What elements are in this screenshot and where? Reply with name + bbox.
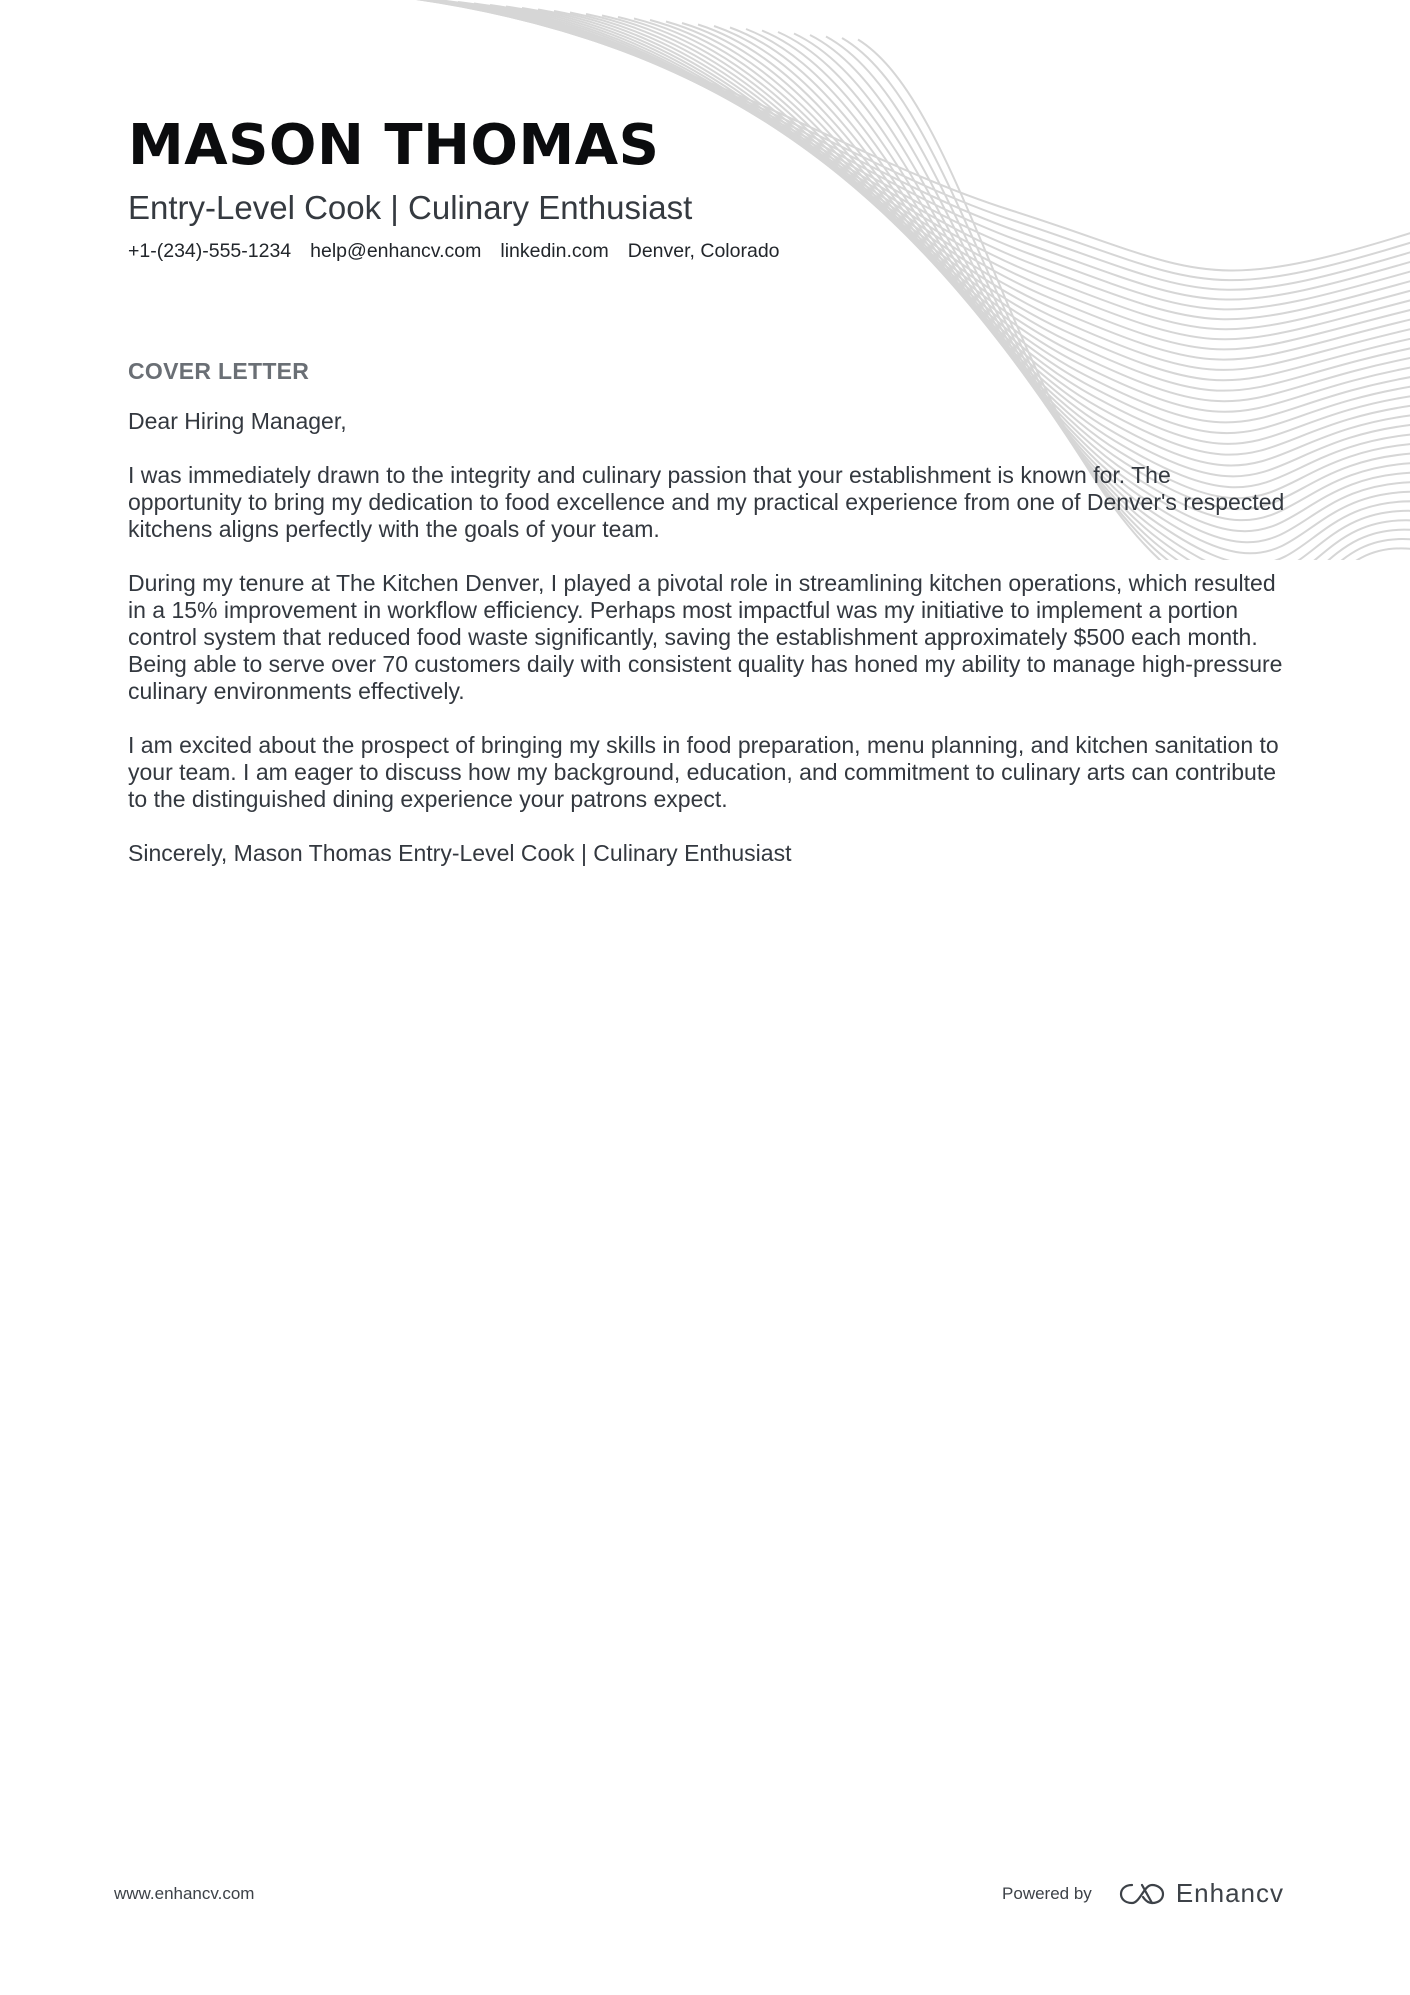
powered-by-label: Powered by [1002, 1883, 1092, 1903]
contact-info [128, 238, 1288, 264]
candidate-name: MASON THOMAS [128, 113, 660, 178]
letter-paragraph: I was immediately drawn to the integrity and culinary passion that your establishment is known for. The opportunity to bring my dedication to food excellence and my practical experience from one of Denver's respected kitchens aligns perfectly with the goals of your team. [128, 462, 1285, 542]
letter-closing: Sincerely, Mason Thomas Entry-Level Cook | Culinary Enthusiast [128, 840, 792, 866]
enhancv-logo-icon [1118, 1881, 1166, 1907]
letter-greeting: Dear Hiring Manager, [128, 408, 347, 434]
section-title: COVER LETTER [128, 358, 310, 384]
contact-email[interactable]: help@enhancv.com [310, 240, 482, 262]
contact-phone[interactable]: +1-(234)-555-1234 [128, 240, 292, 262]
contact-linkedin[interactable]: linkedin.com [500, 240, 609, 262]
letter-body [128, 408, 1288, 867]
letter-paragraph: I am excited about the prospect of bringing my skills in food preparation, menu planning, and kitchen sanitation to your team. I am eager to discuss how my background, education, and commitment to culinary arts can contribute to the distinguished dining experience your patrons expect. [128, 732, 1279, 812]
footer-branding [1002, 1878, 1284, 1909]
letter-paragraph: During my tenure at The Kitchen Denver, I played a pivotal role in streamlining kitchen operations, which resulted in a 15% improvement in workflow efficiency. Perhaps most impactful was my initiative to implement a portion control system that reduced food waste significantly, saving the establishment approximately $500 each month. Being able to serve over 70 customers daily with consistent quality has honed my ability to manage high-pressure culinary environments effectively. [128, 570, 1283, 704]
brand-link[interactable] [1118, 1878, 1284, 1909]
candidate-headline: Entry-Level Cook | Culinary Enthusiast [128, 189, 693, 226]
brand-name: Enhancv [1175, 1878, 1284, 1908]
cover-letter-page [128, 112, 1288, 894]
contact-location: Denver, Colorado [627, 240, 780, 262]
footer-website[interactable]: www.enhancv.com [114, 1884, 255, 1903]
